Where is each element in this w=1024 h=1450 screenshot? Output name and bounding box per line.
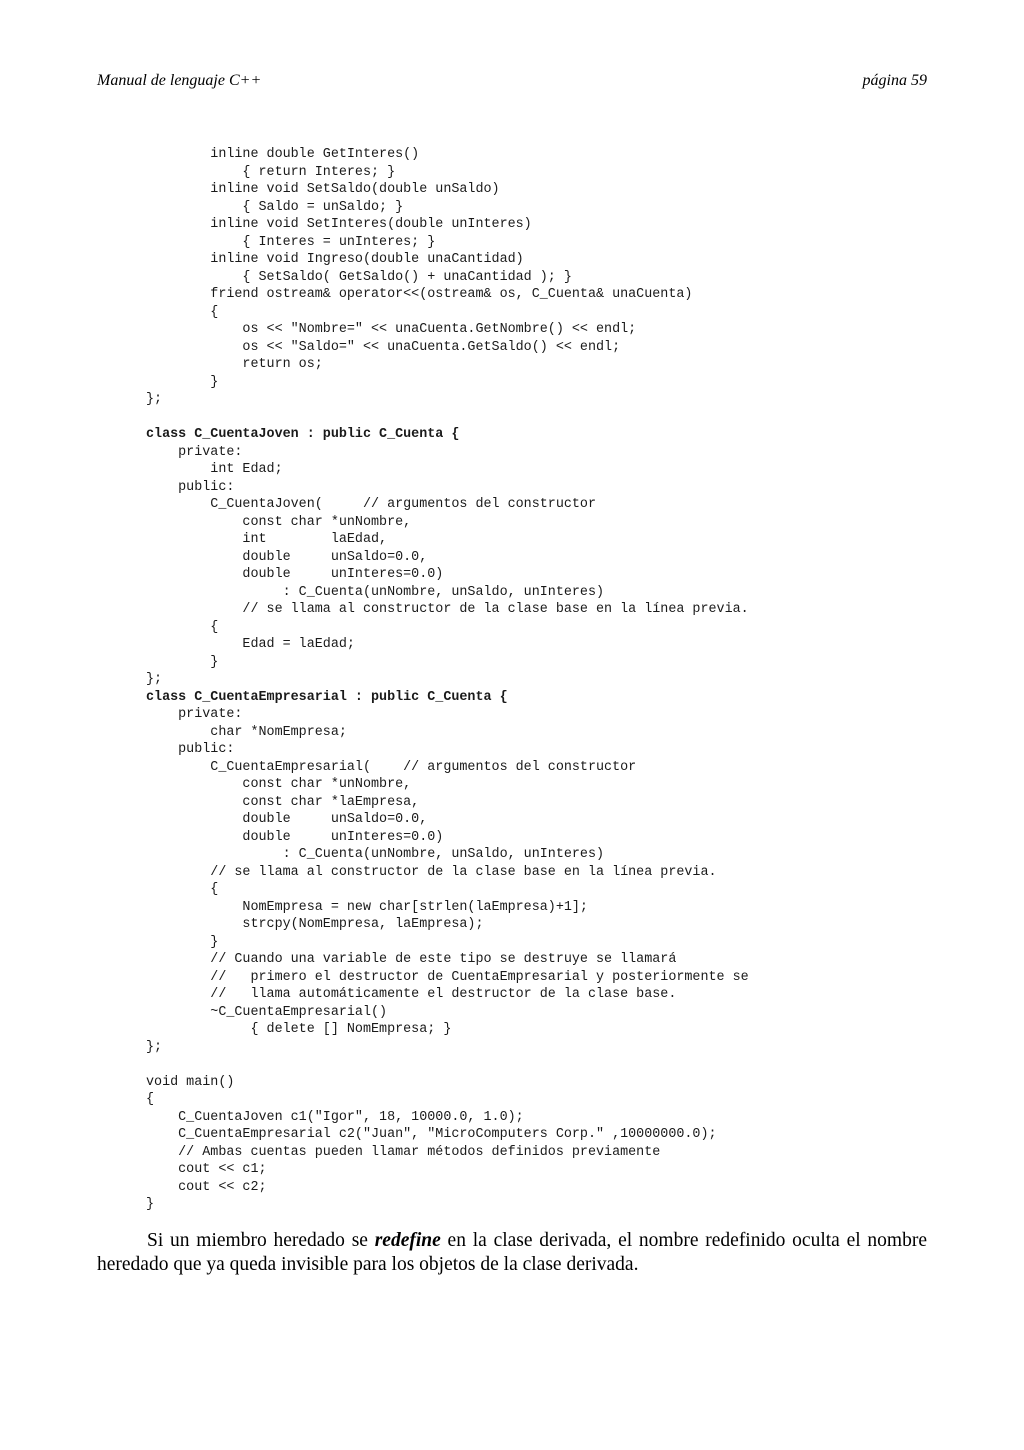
code-line: ~C_CuentaEmpresarial() bbox=[146, 1004, 388, 1020]
code-line: double unInteres=0.0) bbox=[146, 829, 444, 845]
code-line: C_CuentaJoven( // argumentos del constructor bbox=[146, 497, 596, 512]
code-line: int laEdad, bbox=[146, 532, 388, 547]
code-line: cout << c1; bbox=[146, 1162, 267, 1177]
code-line: os << "Nombre=" << unaCuenta.GetNombre() << endl; bbox=[146, 322, 637, 337]
paragraph-keyword: redefine bbox=[374, 1230, 441, 1251]
code-line: inline void SetSaldo(double unSaldo) bbox=[146, 182, 500, 197]
body-paragraph bbox=[97, 1229, 927, 1277]
code-line: : C_Cuenta(unNombre, unSaldo, unInteres) bbox=[146, 847, 605, 862]
page-number: página 59 bbox=[862, 72, 927, 89]
code-line: { SetSaldo( GetSaldo() + unaCantidad ); } bbox=[146, 269, 572, 285]
code-line: { bbox=[146, 882, 219, 897]
page-header bbox=[97, 72, 927, 94]
code-line: // se llama al constructor de la clase base en la línea previa. bbox=[146, 864, 717, 880]
code-line: Edad = laEdad; bbox=[146, 637, 355, 652]
code-line: }; bbox=[146, 672, 163, 687]
code-listing bbox=[146, 146, 906, 1214]
manual-title: Manual de lenguaje C++ bbox=[97, 72, 262, 89]
code-line: // primero el destructor de CuentaEmpresarial y posteriormente se bbox=[146, 969, 749, 985]
code-line: C_CuentaEmpresarial c2("Juan", "MicroComputers Corp." ,10000000.0); bbox=[146, 1127, 717, 1142]
code-line bbox=[146, 409, 906, 427]
code-line: void main() bbox=[146, 1074, 235, 1090]
code-line: char *NomEmpresa; bbox=[146, 724, 347, 740]
code-line: { return Interes; } bbox=[146, 164, 396, 180]
code-line: { bbox=[146, 304, 219, 320]
code-line: friend ostream& operator<<(ostream& os, C_Cuenta& unaCuenta) bbox=[146, 287, 693, 302]
code-line: inline double GetInteres() bbox=[146, 147, 420, 162]
code-line: class C_CuentaEmpresarial : public C_Cuenta { bbox=[146, 689, 508, 705]
paragraph-text-after: en la clase derivada, el nombre redefinido oculta el nombre heredado que ya queda invisible para los objetos de la clase derivada. bbox=[97, 1230, 927, 1275]
code-line: // Cuando una variable de este tipo se destruye se llamará bbox=[146, 952, 677, 967]
code-line: // llama automáticamente el destructor de la clase base. bbox=[146, 987, 677, 1002]
code-line: { delete [] NomEmpresa; } bbox=[146, 1022, 452, 1037]
code-line: public: bbox=[146, 479, 235, 495]
code-line: strcpy(NomEmpresa, laEmpresa); bbox=[146, 917, 484, 932]
code-line: const char *unNombre, bbox=[146, 777, 412, 792]
code-line: C_CuentaEmpresarial( // argumentos del constructor bbox=[146, 759, 637, 775]
paragraph-text-before: Si un miembro heredado se bbox=[147, 1230, 375, 1251]
code-line: { bbox=[146, 1092, 155, 1107]
code-line: }; bbox=[146, 392, 163, 407]
code-line: } bbox=[146, 374, 219, 390]
code-line: : C_Cuenta(unNombre, unSaldo, unInteres) bbox=[146, 584, 605, 600]
code-line: }; bbox=[146, 1039, 163, 1055]
code-line: return os; bbox=[146, 357, 323, 372]
code-line: public: bbox=[146, 742, 235, 757]
code-line: class C_CuentaJoven : public C_Cuenta { bbox=[146, 427, 460, 442]
code-line: } bbox=[146, 934, 219, 950]
code-line: int Edad; bbox=[146, 462, 283, 477]
code-line: double unSaldo=0.0, bbox=[146, 549, 428, 565]
code-line: { Interes = unInteres; } bbox=[146, 234, 436, 250]
code-line: inline void Ingreso(double unaCantidad) bbox=[146, 252, 524, 267]
code-line: private: bbox=[146, 707, 243, 722]
code-line: C_CuentaJoven c1("Igor", 18, 10000.0, 1.0); bbox=[146, 1109, 524, 1125]
code-line: double unInteres=0.0) bbox=[146, 567, 444, 582]
code-line: NomEmpresa = new char[strlen(laEmpresa)+1]; bbox=[146, 899, 588, 915]
code-line: inline void SetInteres(double unInteres) bbox=[146, 217, 532, 232]
code-line: os << "Saldo=" << unaCuenta.GetSaldo() << endl; bbox=[146, 339, 621, 355]
code-line: { bbox=[146, 619, 219, 635]
code-line: // se llama al constructor de la clase base en la línea previa. bbox=[146, 602, 749, 617]
code-line: const char *laEmpresa, bbox=[146, 794, 420, 810]
code-line: private: bbox=[146, 444, 243, 460]
code-line bbox=[146, 1056, 906, 1074]
code-line: } bbox=[146, 654, 219, 670]
code-line: double unSaldo=0.0, bbox=[146, 812, 428, 827]
code-line: cout << c2; bbox=[146, 1179, 267, 1195]
code-line: // Ambas cuentas pueden llamar métodos definidos previamente bbox=[146, 1144, 661, 1160]
code-line: const char *unNombre, bbox=[146, 514, 412, 530]
code-line: } bbox=[146, 1197, 155, 1212]
code-line: { Saldo = unSaldo; } bbox=[146, 199, 404, 215]
